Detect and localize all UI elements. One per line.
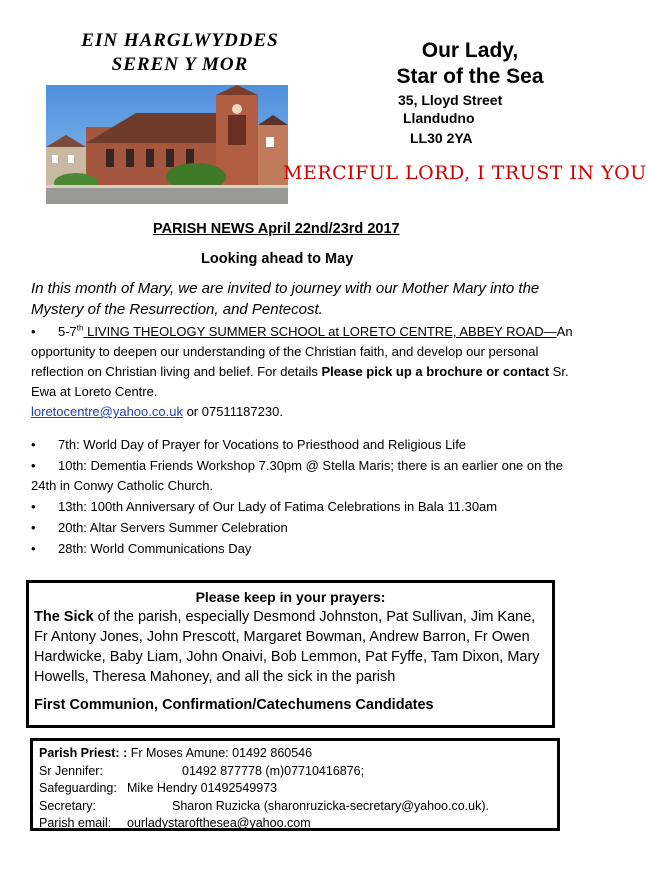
address-postcode: LL30 2YA bbox=[410, 130, 473, 146]
event-item-dementia: • 10th: Dementia Friends Workshop 7.30pm @ Stella Maris; there is an earlier one on the 24th in Conwy Catholic Church. bbox=[31, 458, 564, 493]
address-town: Llandudno bbox=[403, 110, 475, 126]
bullet: • bbox=[31, 324, 36, 339]
welsh-name-line1: EIN HARGLWYDDES bbox=[81, 30, 279, 51]
safeguarding-label: Safeguarding: bbox=[39, 781, 117, 795]
sick-list bbox=[34, 607, 546, 687]
looking-ahead-heading: Looking ahead to May bbox=[201, 251, 354, 267]
event-item-altar-servers: • 20th: Altar Servers Summer Celebration bbox=[31, 520, 288, 535]
sick-names: of the parish, especially Desmond Johnston, Pat Sullivan, Jim Kane, Fr Antony Jones, John Prescott, Margaret Bowman, Andrew Barron, Fr Owen Hardwicke, Baby Liam, John Onaivi, Bob Lemmon, Pat Fyffe, Tam Dixon, Mary Howells, Theresa Mahoney, and all the sick in the parish bbox=[34, 609, 540, 685]
parish-email-line bbox=[39, 815, 489, 833]
summer-brochure-note: Please pick up a brochure or contact bbox=[321, 364, 550, 379]
secretary-label: Secretary: bbox=[39, 798, 96, 813]
safeguarding-value: Mike Hendry 01492549973 bbox=[127, 781, 278, 795]
prayers-heading: Please keep in your prayers: bbox=[195, 589, 386, 605]
safeguarding-line bbox=[39, 780, 489, 798]
event-item-fatima: • 13th: 100th Anniversary of Our Lady of Fatima Celebrations in Bala 11.30am bbox=[31, 499, 498, 514]
contacts-box bbox=[30, 738, 560, 831]
secretary-value: Sharon Ruzicka (sharonruzicka-secretary@yahoo.co.uk). bbox=[172, 798, 489, 813]
welsh-name-line2: SEREN Y MOR bbox=[111, 54, 249, 75]
church-name-line2: Star of the Sea bbox=[396, 65, 544, 88]
sr-jennifer-value: 01492 877778 (m)07710416876; bbox=[182, 763, 365, 778]
church-photo bbox=[46, 85, 288, 204]
summer-contact: Sr. Ewa at Loreto Centre. bbox=[31, 364, 569, 399]
priest-line bbox=[39, 745, 489, 763]
motto: MERCIFUL LORD, I TRUST IN YOU bbox=[283, 162, 647, 184]
summer-date: 5-7 bbox=[58, 324, 77, 339]
prayers-box bbox=[26, 580, 555, 728]
candidates-line: First Communion, Confirmation/Catechumens Candidates bbox=[34, 697, 434, 713]
event-item-communications: • 28th: World Communications Day bbox=[31, 541, 252, 556]
sick-label: The Sick bbox=[34, 609, 94, 625]
summer-description: An opportunity to deepen our understanding of the Christian faith, and develop our personal reflection on Christian living and belief. For details bbox=[31, 324, 573, 379]
events-list bbox=[31, 435, 586, 559]
summer-event-title: LIVING THEOLOGY SUMMER SCHOOL at LORETO CENTRE, ABBEY ROAD— bbox=[87, 324, 557, 339]
summer-school-item bbox=[31, 322, 586, 422]
priest-label: Parish Priest: : bbox=[39, 746, 128, 760]
sr-jennifer-label: Sr Jennifer: bbox=[39, 763, 103, 778]
priest-value: Fr Moses Amune: 01492 860546 bbox=[127, 746, 313, 760]
parish-news-title: PARISH NEWS April 22nd/23rd 2017 bbox=[153, 221, 400, 237]
event-item-vocations: • 7th: World Day of Prayer for Vocations to Priesthood and Religious Life bbox=[31, 437, 467, 452]
summer-date-suffix: th bbox=[76, 323, 84, 333]
parish-email-label: Parish email: bbox=[39, 816, 112, 830]
address-street: 35, Lloyd Street bbox=[398, 92, 503, 108]
intro-paragraph: In this month of Mary, we are invited to journey with our Mother Mary into the Mystery of the Resurrection, and Pentecost. bbox=[31, 280, 540, 318]
parish-email-value[interactable]: ourladystarofthesea@yahoo.com bbox=[127, 816, 311, 830]
church-name-line1: Our Lady, bbox=[421, 39, 519, 62]
loreto-email-link[interactable]: loretocentre@yahoo.co.uk bbox=[31, 404, 183, 419]
secretary-line bbox=[39, 798, 489, 816]
loreto-phone: or 07511187230. bbox=[182, 404, 283, 419]
sr-jennifer-line bbox=[39, 763, 489, 781]
